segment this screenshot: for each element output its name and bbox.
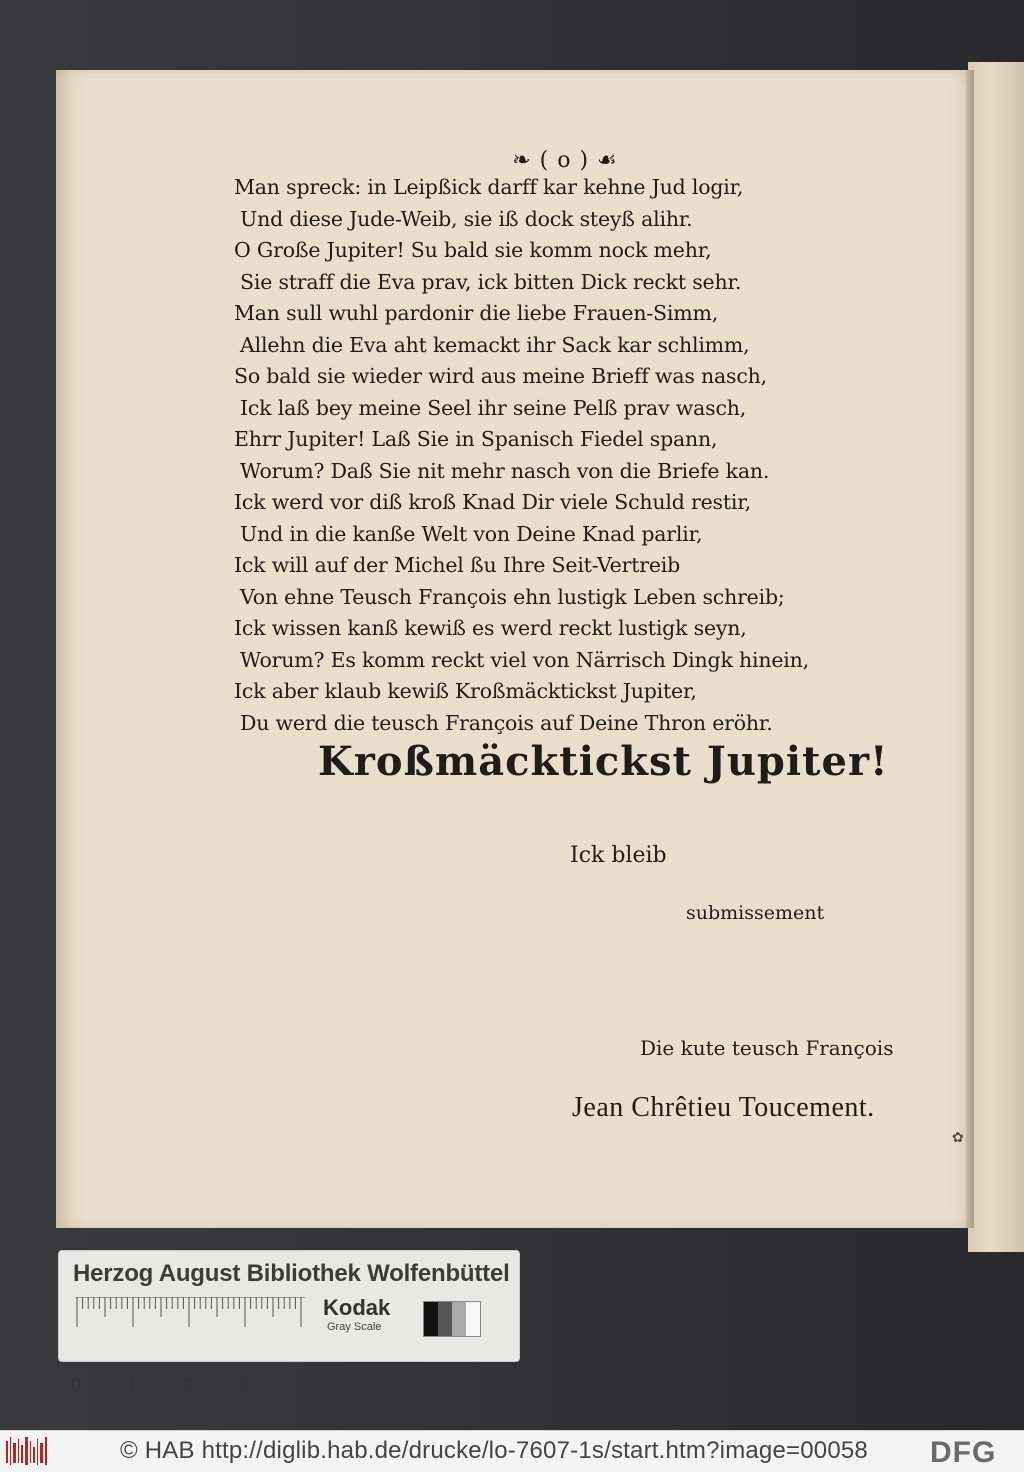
verse-line: Sie straff die Eva prav, ick bitten Dick reckt sehr. — [240, 269, 742, 294]
copyright-url[interactable]: © HAB http://diglib.hab.de/drucke/lo-7607-1s/start.htm?image=00058 — [120, 1437, 868, 1464]
ruler-number: 4 — [295, 1375, 306, 1395]
verse-line: Ick laß bey meine Seel ihr seine Pelß prav wasch, — [240, 395, 747, 420]
footer-bar — [0, 1430, 1024, 1472]
verse-line: Worum? Daß Sie nit mehr nasch von die Briefe kan. — [240, 458, 770, 483]
ruler-ticks — [75, 1297, 305, 1327]
ruler-number: 2 — [183, 1375, 194, 1395]
verse-line: Allehn die Eva aht kemackt ihr Sack kar schlimm, — [240, 332, 750, 357]
verse-line: O Große Jupiter! Su bald sie komm nock mehr, — [234, 238, 712, 262]
dfg-logo: DFG — [930, 1436, 997, 1469]
verse-line: Man spreck: in Leipßick darff kar kehne Jud logir, — [234, 175, 744, 199]
verse-line: Ehrr Jupiter! Laß Sie in Spanisch Fiedel spann, — [234, 427, 718, 451]
ruler-number: 3 — [239, 1375, 250, 1395]
salutation: Kroßmäcktickst Jupiter! — [318, 738, 889, 785]
verse-line: Du werd die teusch François auf Deine Thron eröhr. — [240, 710, 773, 735]
page-gutter — [966, 70, 974, 1228]
closing-remain: Ick bleib — [570, 843, 667, 868]
verse-line: Und in die kanße Welt von Deine Knad parlir, — [240, 521, 703, 546]
color-reference-card — [58, 1250, 520, 1395]
kodak-logo: Kodak — [323, 1295, 391, 1320]
verse-line: Worum? Es komm reckt viel von Närrisch Dingk hinein, — [240, 647, 809, 672]
verse-line: Und diese Jude-Weib, sie iß dock steyß alihr. — [240, 206, 693, 231]
page-header-ornament: ❧ ( o ) ☙ — [512, 148, 618, 173]
verse-line: Ick werd vor diß kroß Knad Dir viele Schuld restir, — [234, 490, 751, 514]
printer-ornament-icon: ✿ — [952, 1130, 964, 1146]
verse-line: Ick aber klaub kewiß Kroßmäcktickst Jupiter, — [234, 679, 697, 703]
ruler-number: 1 — [127, 1375, 138, 1395]
signature-line: Die kute teusch François — [640, 1036, 894, 1060]
gray-scale-label: Gray Scale — [327, 1321, 382, 1333]
library-name: Herzog August Bibliothek Wolfenbüttel — [73, 1260, 510, 1287]
hab-barcode-icon — [6, 1437, 50, 1465]
verse-line: Von ehne Teusch François ehn lustigk Leben schreib; — [240, 584, 785, 609]
verse-block — [234, 172, 809, 739]
ruler-number: 0 — [71, 1375, 82, 1395]
verse-line: So bald sie wieder wird aus meine Brieff was nasch, — [234, 364, 767, 388]
facing-page-edge — [968, 62, 1024, 1252]
ruler — [71, 1297, 306, 1395]
verse-line: Man sull wuhl pardonir die liebe Frauen-Simm, — [234, 301, 719, 325]
verse-line: Ick wissen kanß kewiß es werd reckt lustigk seyn, — [234, 616, 747, 640]
verse-line: Ick will auf der Michel ßu Ihre Seit-Vertreib — [234, 553, 681, 577]
closing-submissive: submissement — [686, 902, 825, 924]
signature-name: Jean Chrêtieu Toucement. — [572, 1092, 875, 1123]
gray-patches — [423, 1301, 481, 1337]
